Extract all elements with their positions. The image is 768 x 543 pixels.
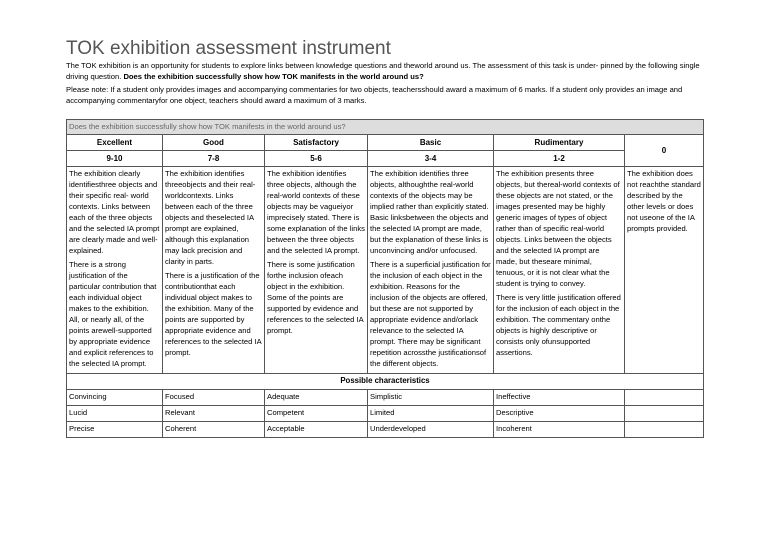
descriptor-text: The exhibition presents three objects, but thereal-world contexts of these objects are not stated, or the images presented may be highly generic images of types of object rather than of specific real-world objects. Links between the objects and the selected IA prompt are made, but theseare minimal, tenuous, or it is not clear what the student is trying to convey. — [496, 169, 620, 288]
characteristic-word: Competent — [265, 406, 368, 422]
characteristic-word: Precise — [67, 422, 163, 438]
characteristic-word: Underdeveloped — [368, 422, 494, 438]
descriptor-text: The exhibition identifies three objects, althoughthe real-world contexts of the objects may be implied rather than explicitly stated. Basic linksbetween the objects and the selected IA prompt are made, but the explanation of these links is unconvincing and/or unfocused. — [370, 169, 489, 255]
descriptor-basic — [368, 167, 494, 374]
descriptor-text: The exhibition does not reachthe standard described by the other levels or does not useone of the IA prompts provided. — [627, 169, 701, 233]
level-marks-row — [67, 151, 704, 167]
level-marks: 5-6 — [265, 151, 368, 167]
descriptor-text: There is very little justification offered for the inclusion of each object in the exhibition. The commentary onthe objects is highly descriptive or consists only ofunsupported assertions. — [496, 293, 621, 357]
driving-question: Does the exhibition successfully show how TOK manifests in the world around us? — [67, 120, 704, 135]
descriptor-excellent — [67, 167, 163, 374]
possible-characteristics-header: Possible characteristics — [67, 374, 704, 390]
characteristics-row — [67, 406, 704, 422]
level-name: Excellent — [67, 135, 163, 151]
characteristic-word: Coherent — [163, 422, 265, 438]
descriptor-text: The exhibition identifies three objects, although the real-world contexts of these objects may be vagueiyor imprecisely stated. There is some explanation of the links between the three objects and the selected IA prompt. — [267, 169, 365, 255]
characteristic-word: Descriptive — [494, 406, 625, 422]
possible-characteristics-row — [67, 374, 704, 390]
level-name: 0 — [625, 135, 704, 167]
note-paragraph: Please note: If a student only provides images and accompanying commentaries for two objects, teachersshould award a maximum of 6 marks. If a student only provides an image and accompanying commentaryfor one object, teachers should award a maximum of 3 marks. — [66, 85, 683, 105]
descriptor-text: The exhibition clearly identifiesthree objects and their specific real- world contexts. Links between each of the three objects and the selected IA prompt are clearly made and well- explained. — [69, 169, 160, 255]
characteristic-word: Ineffective — [494, 390, 625, 406]
characteristics-row — [67, 390, 704, 406]
intro-text: The TOK exhibition is an opportunity for students to explore links between knowledge questions and theworld around us. The assessment of this task is under- pinned by the following single driving question. — [66, 61, 700, 81]
driving-question-row — [67, 120, 704, 135]
level-name: Rudimentary — [494, 135, 625, 151]
assessment-table — [66, 119, 704, 438]
characteristic-word — [625, 422, 704, 438]
level-marks: 1-2 — [494, 151, 625, 167]
descriptor-text: The exhibition identifies threeobjects and their real-worldcontexts. Links between each of the three objects and theselected IA prompt are explained, although this explanation may lack precision and clarity in parts. — [165, 169, 256, 266]
characteristic-word: Acceptable — [265, 422, 368, 438]
descriptor-satisfactory — [265, 167, 368, 374]
descriptor-text: There is some justification forthe inclusion ofeach object in the exhibition. Some of the points are supported by evidence and references to the selected IA prompt. — [267, 260, 364, 335]
descriptor-text: There is a superficial justification for the inclusion of each object in the exhibition. Reasons for the inclusion of the objects are offered, but these are not supported by appropriate evidence and/orlack relevance to the selected IA prompt. There may be significant repetition acrossthe justificationsof the different objects. — [370, 260, 491, 368]
characteristic-word: Simplistic — [368, 390, 494, 406]
level-name: Satisfactory — [265, 135, 368, 151]
characteristic-word: Convincing — [67, 390, 163, 406]
level-marks: 3-4 — [368, 151, 494, 167]
descriptor-good — [163, 167, 265, 374]
level-names-row — [67, 135, 704, 151]
intro-paragraph — [66, 60, 706, 82]
descriptor-rudimentary — [494, 167, 625, 374]
level-marks: 7-8 — [163, 151, 265, 167]
characteristic-word: Limited — [368, 406, 494, 422]
characteristic-word: Focused — [163, 390, 265, 406]
characteristic-word: Lucid — [67, 406, 163, 422]
intro-question: Does the exhibition successfully show how TOK manifests in the world around us? — [123, 72, 424, 81]
characteristics-row — [67, 422, 704, 438]
level-name: Good — [163, 135, 265, 151]
characteristic-word: Adequate — [265, 390, 368, 406]
characteristic-word: Incoherent — [494, 422, 625, 438]
characteristic-word — [625, 390, 704, 406]
characteristic-word — [625, 406, 704, 422]
descriptor-zero — [625, 167, 704, 374]
characteristic-word: Relevant — [163, 406, 265, 422]
descriptor-text: There is a strong justification of the particular contribution that each individual object makes to the exhibition. All, or nearly all, of the points arewell-supported by appropriate evidence and explicit references to the selected IA prompt. — [69, 260, 157, 368]
page-title: TOK exhibition assessment instrument — [66, 38, 391, 59]
descriptors-row — [67, 167, 704, 374]
level-name: Basic — [368, 135, 494, 151]
descriptor-text: There is a justification of the contributionthat each individual object makes to the exhibition. Many of the points are supported by appropriate evidence and references to the selected IA prompt. — [165, 271, 262, 357]
level-marks: 9-10 — [67, 151, 163, 167]
